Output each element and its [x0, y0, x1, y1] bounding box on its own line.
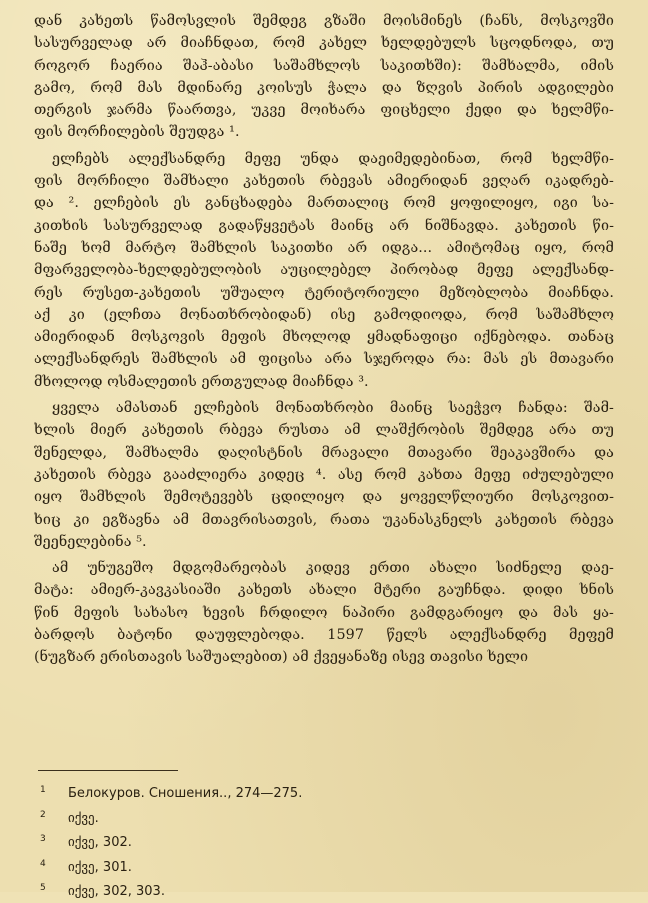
footnote-text: იქვე, 302, 303.: [68, 884, 165, 899]
text-line: ამიერიდან მოსკოვის მეფის მხოლოდ ყმადნაფიცი იქნებოდა. თანაც: [34, 329, 614, 346]
footnote-text: იქვე.: [68, 810, 99, 826]
text-line: როგორ ჩაერია შაჰ-აბასი საშამხლოს საკითხში): შამხალმა, იმის: [34, 57, 614, 74]
footnote-text: იქვე, 302.: [68, 835, 132, 850]
text-line: ნაშე ხომ მარტო შამხლის საკითხი არ იდგა... ამიტომაც იყო, რომ: [34, 239, 614, 256]
footnote-number: 1: [40, 785, 46, 795]
text-line: სასურველად არ მიაჩნდათ, რომ კახელ ხელდებულს სცოდნოდა, თუ: [34, 35, 614, 52]
text-line: რეს რუსეთ-კახეთის უშუალო ტერიტორიული მეზობლობა მიაჩნდა.: [34, 284, 614, 301]
footnote-text: იქვე, 301.: [68, 859, 132, 875]
footnote-number: 3: [40, 834, 46, 844]
text-line: მხოლოდ ოსმალეთის ერთგულად მიაჩნდა ³.: [34, 373, 369, 390]
text-line: აქ კი (ელჩთა მონათხრობიდან) ისე გამოდიოდა, რომ საშამხლო: [34, 306, 614, 323]
footnote-number: 5: [40, 883, 46, 893]
text-line: დან კახეთს წამოსვლის შემდეგ გზაში მოისმინეს (ჩანს, მოსკოვში: [34, 13, 614, 29]
main-text: [34, 10, 614, 673]
text-line: კახეთის რბევა გააძლიერა კიდეც ⁴. ასე რომ კახთა მეფე იძულებული: [34, 466, 614, 483]
text-line: ელჩებს ალექსანდრე მეფე უნდა დაეიმედებინათ, რომ ხელმწი-: [52, 150, 614, 167]
footnote-number: 2: [40, 809, 46, 820]
footnote: [40, 854, 600, 879]
text-line: მატა: ამიერ-კავკასიაში კახეთს ახალი მტერი გაუჩნდა. დიდი ხნის: [34, 582, 614, 599]
paragraph: [34, 557, 614, 668]
text-line: გამო, რომ მას მდინარე კოისუს ჭალა და ზღვის პირის ადგილები: [34, 79, 614, 96]
text-line: ყველა ამასთან ელჩების მონათხრობი მაინც საეჭვო ჩანდა: შამ-: [52, 400, 614, 417]
footnote: [40, 780, 600, 805]
text-line: მფარველობა-ხელდებულობის აუცილებელ პირობად მეფე ალექსანდ-: [34, 262, 614, 279]
footnote: [40, 805, 600, 830]
text-line: შენელდა, შამხალმა დაღისტნის მრავალი მთავარი შეაკავშირა და: [34, 444, 614, 461]
text-line: შეენელებინა ⁵.: [34, 533, 147, 550]
footnote: [40, 878, 600, 903]
text-line: ფის მორჩილების შეუდგა ¹.: [34, 124, 240, 141]
text-line: ამ უნუგეშო მდგომარეობას კიდევ ერთი ახალი სიძნელე დაე-: [52, 560, 614, 577]
text-line: და ². ელჩების ეს განცხადება მართალიც რომ ყოფილიყო, იგი სა-: [34, 195, 614, 212]
text-line: იყო შამხლის შემოტევებს ცდილიყო და ყოველწლიური მოსკოვით-: [34, 489, 614, 506]
text-line: ფის მორჩილი შამხალი კახეთის რბევას ამიერიდან ვეღარ იკადრებ-: [34, 173, 614, 190]
paragraph: [34, 148, 614, 393]
footnote-separator: [38, 770, 178, 771]
text-line: ალექსანდრეს შამხლის ამ ფიცისა არა სჯეროდა რა: მას ეს მთავარი: [34, 351, 614, 368]
footnote-number: 4: [40, 858, 46, 869]
text-line: ბარდოს ბატონი დაუფლებოდა. 1597 წელს ალექსანდრე მეფემ: [34, 627, 614, 644]
text-line: ხიც კი ეგზავნა ამ მთავრისათვის, რათა უკანასკნელს კახეთის რბევა: [34, 511, 614, 528]
text-line: (ნუგზარ ერისთავის საშუალებით) ამ ქვეყანაზე ისევ თავისი ხელი: [34, 649, 529, 666]
footnote-text: Белокуров. Сношения.., 274—275.: [68, 786, 303, 801]
text-line: წინ მეფის სახასო ხევის ჩრდილო ნაპირი გამდგარიყო და მას ყა-: [34, 604, 614, 621]
footnote: [40, 829, 600, 854]
footnotes: [40, 780, 600, 903]
text-line: ხლის მიერ კახეთის რბევა რუსთა ამ ლაშქრობის შემდეგ არა თუ: [34, 422, 614, 439]
paragraph: [34, 10, 614, 144]
paragraph: [34, 397, 614, 553]
text-line: კითხის სასურველად გადაწყვეტას მაინც არ ნიშნავდა. კახეთის წი-: [34, 217, 614, 234]
text-line: თერგის ჯარმა წაართვა, უკვე მოიხარა ფიცხელი ქედი და ხელმწი-: [34, 102, 614, 119]
